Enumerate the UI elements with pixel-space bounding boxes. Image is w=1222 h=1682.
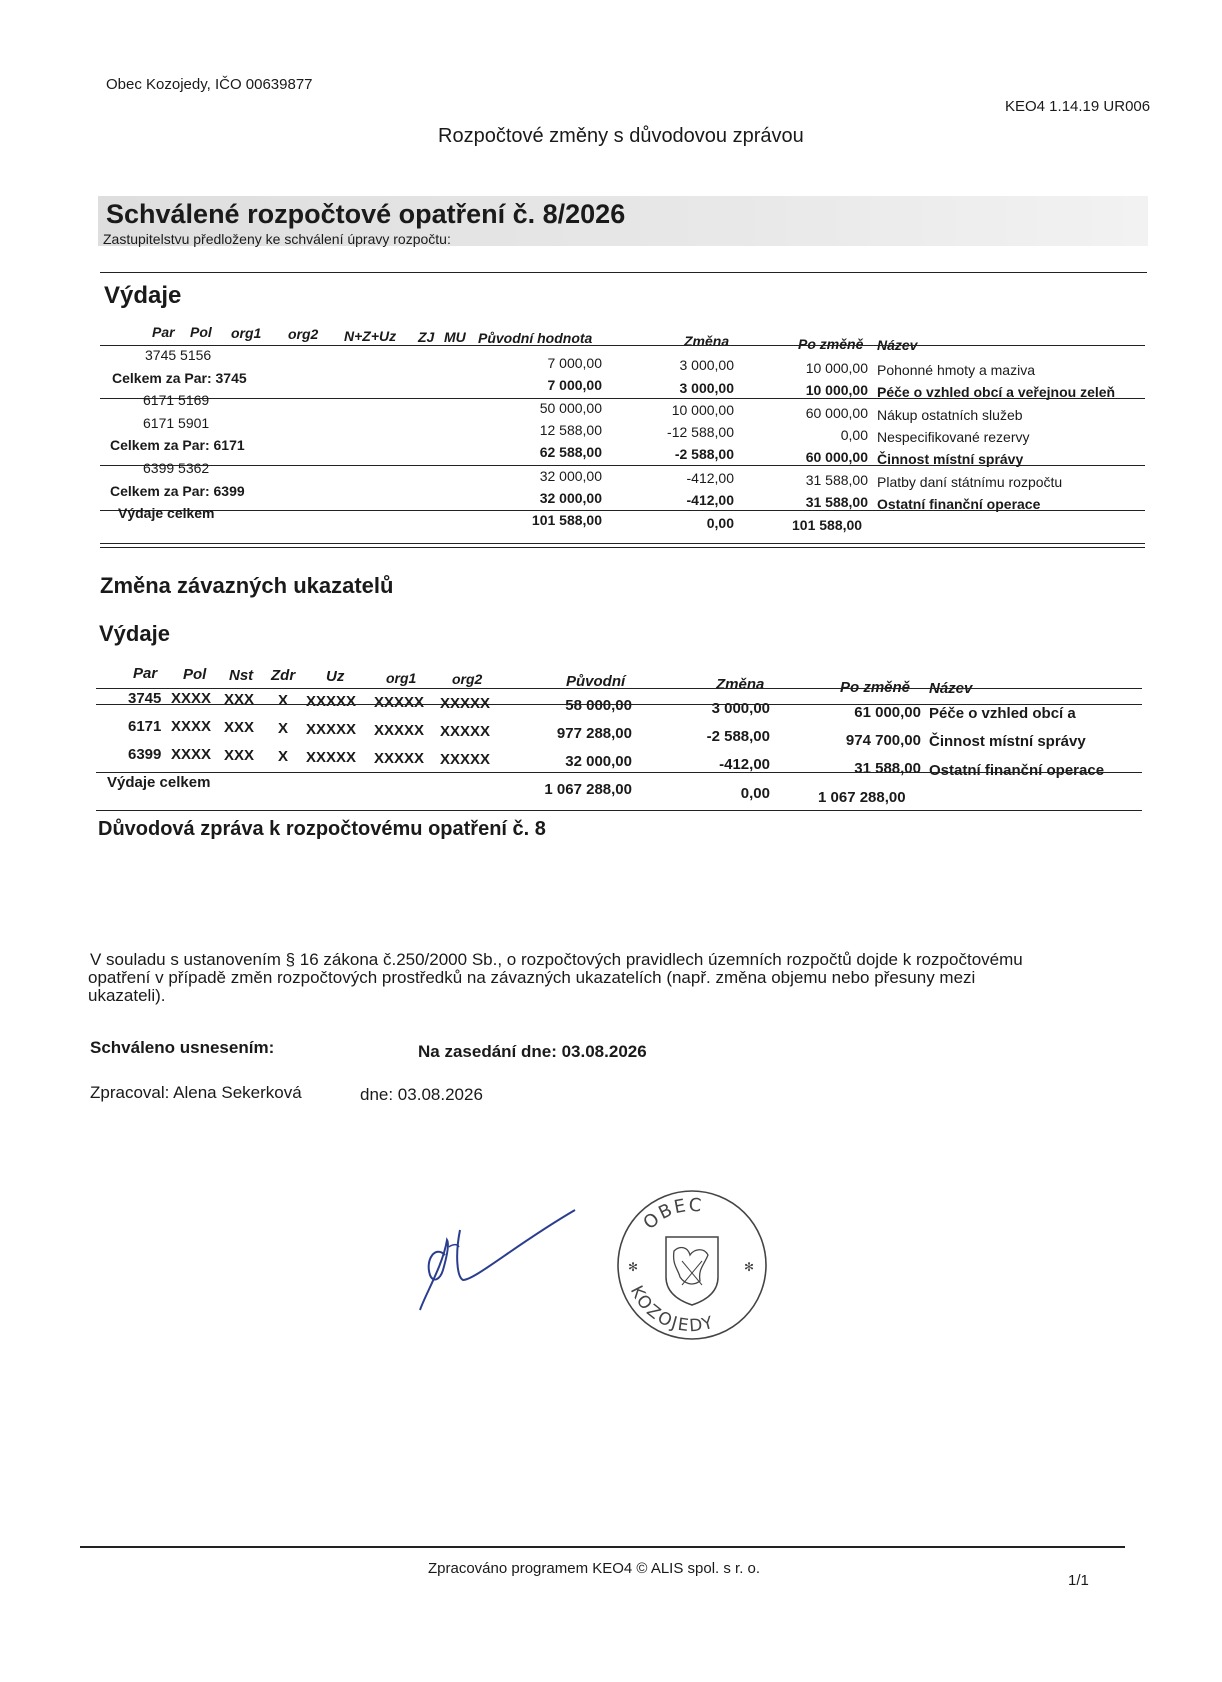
org-name: Obec Kozojedy, IČO 00639877	[106, 76, 313, 93]
row-org2: XXXXX	[440, 751, 491, 768]
total-original: 1 067 288,00	[544, 781, 632, 798]
document-title: Rozpočtové změny s důvodovou zprávou	[438, 125, 804, 147]
row-after: 31 588,00	[805, 472, 868, 488]
row-rule	[96, 772, 1142, 773]
stamp-top-text: OBEC	[639, 1194, 705, 1234]
row-code: 3745 5156	[145, 347, 212, 363]
measure-subtitle: Zastupitelstvu předloženy ke schválení úpravy rozpočtu:	[103, 231, 451, 247]
row-after: 61 000,00	[854, 704, 921, 721]
prepared-date: dne: 03.08.2026	[360, 1085, 483, 1104]
col-pol: Pol	[183, 666, 207, 683]
col-original: Původní hodnota	[478, 330, 593, 346]
total-after: 101 588,00	[792, 517, 863, 533]
col-org2: org2	[288, 326, 319, 342]
row-zdr: X	[278, 748, 289, 765]
total-label: Výdaje celkem	[118, 505, 215, 521]
table-end-rule	[96, 810, 1142, 811]
stamp-bottom-text: KOZOJEDY	[625, 1282, 718, 1337]
measure-title: Schválené rozpočtové opatření č. 8/2026	[106, 199, 626, 229]
row-change: -12 588,00	[667, 424, 734, 440]
row-change: -412,00	[719, 756, 770, 773]
row-original: 12 588,00	[539, 422, 602, 438]
col-zj: ZJ	[418, 329, 435, 345]
svg-text:OBEC	[639, 1195, 704, 1234]
stamp-image	[608, 1185, 776, 1345]
page-number: 1/1	[1068, 1572, 1089, 1589]
row-pol: XXXX	[171, 690, 212, 707]
row-pol: XXXX	[171, 746, 212, 763]
col-original: Původní	[566, 673, 626, 690]
approved-label: Schváleno usnesením:	[90, 1038, 275, 1057]
row-change: -412,00	[686, 492, 734, 508]
row-name: Péče o vzhled obcí a	[929, 705, 1076, 722]
report-heading: Důvodová zpráva k rozpočtovému opatření č. 8	[98, 818, 546, 840]
col-org1: org1	[386, 670, 417, 686]
col-nst: Nst	[229, 667, 254, 684]
col-after: Po změně	[840, 679, 911, 696]
row-pol: XXXX	[171, 718, 212, 735]
row-org2: XXXXX	[440, 723, 491, 740]
row-nst: XXX	[224, 719, 255, 736]
col-name: Název	[877, 337, 918, 353]
row-original: 32 000,00	[539, 468, 602, 484]
row-after: 60 000,00	[805, 449, 868, 465]
col-uz: Uz	[326, 668, 345, 685]
total-after: 1 067 288,00	[818, 789, 906, 806]
program-code: KEO4 1.14.19 UR006	[1005, 98, 1151, 115]
row-change: 3 000,00	[679, 380, 734, 396]
row-change: 3 000,00	[679, 357, 734, 373]
row-par: 6399	[128, 746, 162, 763]
row-nst: XXX	[224, 747, 255, 764]
row-nst: XXX	[224, 691, 255, 708]
divider	[100, 272, 1147, 273]
section-heading: Změna závazných ukazatelů	[100, 573, 394, 598]
prepared-by: Zpracoval: Alena Sekerková	[90, 1083, 302, 1102]
row-change: -412,00	[686, 470, 734, 486]
row-original: 7 000,00	[547, 355, 602, 371]
col-after: Po změně	[798, 336, 864, 352]
row-name: Činnost místní správy	[929, 733, 1086, 750]
col-mu: MU	[444, 329, 466, 345]
row-code: 6399 5362	[143, 460, 210, 476]
col-change: Změna	[716, 676, 765, 693]
col-org1: org1	[231, 325, 262, 341]
row-original: 58 000,00	[565, 697, 632, 714]
svg-text:✻: ✻	[628, 1260, 639, 1274]
row-name: Ostatní finanční operace	[929, 762, 1105, 779]
row-name: Ostatní finanční operace	[877, 496, 1041, 512]
row-code: Celkem za Par: 6171	[110, 437, 245, 453]
col-pol: Pol	[190, 324, 212, 340]
row-change: -2 588,00	[706, 728, 770, 745]
col-zdr: Zdr	[271, 667, 296, 684]
total-change: 0,00	[706, 515, 734, 531]
row-original: 977 288,00	[556, 725, 632, 742]
meeting-date: Na zasedání dne: 03.08.2026	[418, 1042, 647, 1061]
report-text-line: V souladu s ustanovením § 16 zákona č.250/2000 Sb., o rozpočtových pravidlech územních rozpočtů dojde k rozpočtovému	[90, 950, 1023, 969]
row-rule	[96, 704, 1142, 705]
svg-text:KOZOJEDY	[626, 1283, 717, 1337]
row-par: 3745	[128, 690, 162, 707]
signature-image	[405, 1185, 585, 1315]
row-org1: XXXXX	[374, 694, 425, 711]
row-after: 60 000,00	[805, 405, 868, 421]
group-rule	[100, 398, 1145, 399]
row-name: Nákup ostatních služeb	[877, 407, 1023, 423]
svg-text:✻: ✻	[744, 1260, 755, 1274]
header-rule	[96, 688, 1142, 689]
row-org1: XXXXX	[374, 750, 425, 767]
row-after: 31 588,00	[805, 494, 868, 510]
group-rule	[100, 465, 1145, 466]
row-after: 0,00	[840, 427, 868, 443]
row-after: 31 588,00	[854, 760, 921, 777]
group-rule	[100, 510, 1145, 511]
header-rule	[100, 345, 1145, 346]
row-original: 32 000,00	[539, 490, 602, 506]
row-code: Celkem za Par: 6399	[110, 483, 245, 499]
row-code: Celkem za Par: 3745	[112, 370, 247, 386]
row-name: Pohonné hmoty a maziva	[877, 362, 1035, 378]
row-name: Činnost místní správy	[877, 451, 1024, 467]
row-after: 10 000,00	[805, 360, 868, 376]
row-original: 62 588,00	[539, 444, 602, 460]
total-original: 101 588,00	[531, 512, 602, 528]
report-text-line: opatření v případě změn rozpočtových prostředků na závazných ukazatelích (např. změna objemu nebo přesuny mezi	[88, 968, 976, 987]
row-after: 10 000,00	[805, 382, 868, 398]
row-change: 10 000,00	[671, 402, 734, 418]
col-nzuz: N+Z+Uz	[344, 328, 397, 344]
row-uz: XXXXX	[306, 721, 357, 738]
table-end-rule	[100, 543, 1145, 548]
row-zdr: X	[278, 720, 289, 737]
total-change: 0,00	[740, 785, 770, 802]
col-name: Název	[929, 680, 973, 697]
footer-rule	[80, 1546, 1125, 1548]
row-change: -2 588,00	[674, 446, 734, 462]
row-original: 50 000,00	[539, 400, 602, 416]
row-code: 6171 5169	[143, 392, 210, 408]
section-subheading: Výdaje	[99, 621, 170, 646]
row-name: Péče o vzhled obcí a veřejnou zeleň	[877, 384, 1116, 400]
report-text-line: ukazateli).	[88, 986, 166, 1005]
row-org2: XXXXX	[440, 695, 491, 712]
row-uz: XXXXX	[306, 749, 357, 766]
section-heading: Výdaje	[104, 282, 182, 309]
total-label: Výdaje celkem	[107, 774, 211, 791]
row-uz: XXXXX	[306, 693, 357, 710]
col-change: Změna	[684, 333, 730, 349]
row-after: 974 700,00	[845, 732, 921, 749]
row-change: 3 000,00	[711, 700, 770, 717]
row-zdr: X	[278, 692, 289, 709]
col-par: Par	[152, 324, 175, 340]
row-original: 7 000,00	[547, 377, 602, 393]
row-name: Platby daní státnímu rozpočtu	[877, 474, 1063, 490]
row-org1: XXXXX	[374, 722, 425, 739]
footer-program: Zpracováno programem KEO4 © ALIS spol. s r. o.	[428, 1560, 761, 1577]
col-org2: org2	[452, 671, 483, 687]
row-code: 6171 5901	[143, 415, 210, 431]
col-par: Par	[133, 665, 158, 682]
row-par: 6171	[128, 718, 162, 735]
row-name: Nespecifikované rezervy	[877, 429, 1030, 445]
row-original: 32 000,00	[565, 753, 632, 770]
